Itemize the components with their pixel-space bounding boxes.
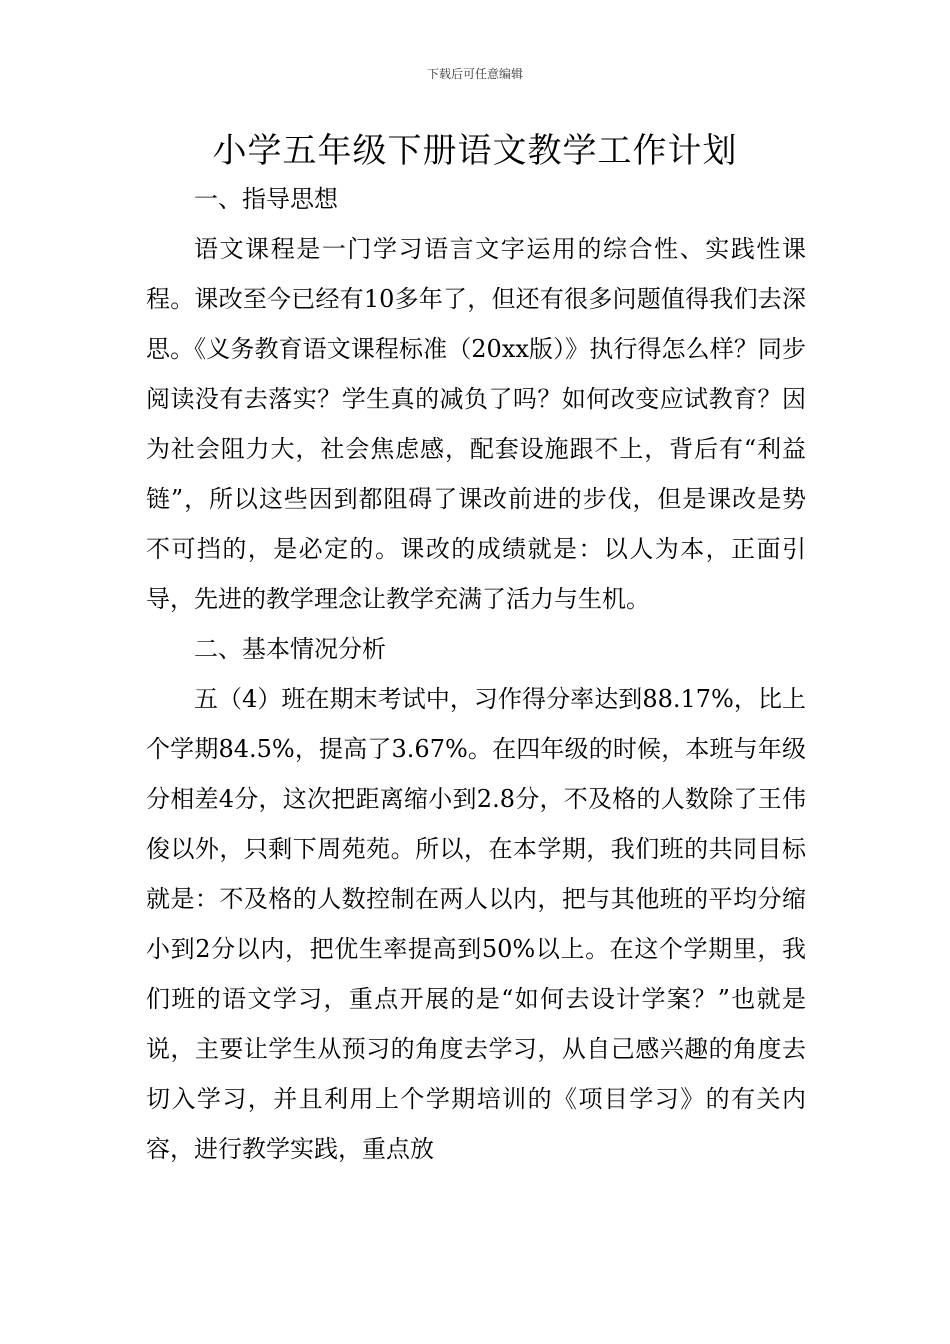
header-note: 下载后可任意编辑 xyxy=(426,67,523,81)
document-body xyxy=(146,174,806,1174)
paragraph-situation-analysis: 五（4）班在期末考试中，习作得分率达到88.17%，比上个学期84.5%，提高了3.67%。在四年级的时候，本班与年级分相差4分，这次把距离缩小到2.8分，不及格的人数除了王伟俊以外，只剩下周苑苑。所以，在本学期，我们班的共同目标就是：不及格的人数控制在两人以内，把与其他班的平均分缩小到2分以内，把优生率提高到50%以上。在这个学期里，我们班的语文学习，重点开展的是“如何去设计学案？”也就是说，主要让学生从预习的角度去学习，从自己感兴趣的角度去切入学习，并且利用上个学期培训的《项目学习》的有关内容，进行教学实践，重点放 xyxy=(146,685,806,1163)
paragraph-guiding-ideology: 语文课程是一门学习语言文字运用的综合性、实践性课程。课改至今已经有10多年了，但还有很多问题值得我们去深思。《义务教育语文课程标准（20xx版）》执行得怎么样？同步阅读没有去落实？学生真的减负了吗？如何改变应试教育？因为社会阻力大，社会焦虑感，配套设施跟不上，背后有“利益链”，所以这些因到都阻碍了课改前进的步伐，但是课改是势不可挡的，是必定的。课改的成绩就是：以人为本，正面引导，先进的教学理念让教学充满了活力与生机。 xyxy=(146,235,806,613)
document-title: 小学五年级下册语文教学工作计划 xyxy=(212,131,738,171)
section-heading-situation-analysis: 二、基本情况分析 xyxy=(194,635,386,663)
section-heading-guiding-ideology: 一、指导思想 xyxy=(194,185,338,213)
